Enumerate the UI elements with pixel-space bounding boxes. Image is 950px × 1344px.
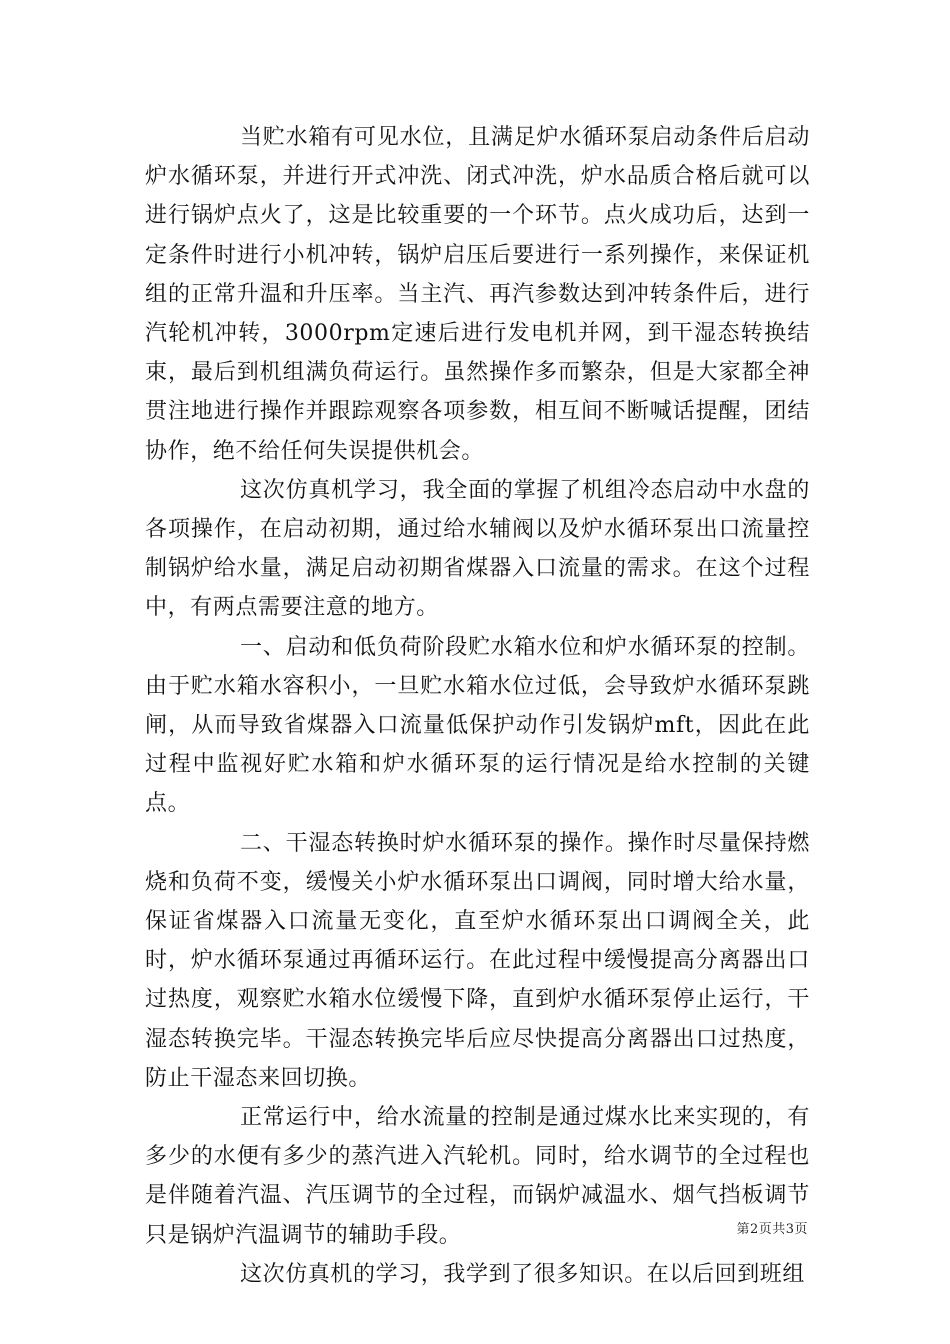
paragraph-2: 这次仿真机学习，我全面的掌握了机组冷态启动中水盘的各项操作，在启动初期，通过给水辅阀以及炉水循环泵出口流量控制锅炉给水量，满足启动初期省煤器入口流量的需求。在这个过程中，有两点需要注意的地方。: [145, 477, 810, 621]
document-body: [145, 118, 810, 1294]
paragraph-3: 一、启动和低负荷阶段贮水箱水位和炉水循环泵的控制。由于贮水箱水容积小，一旦贮水箱水位过低，会导致炉水循环泵跳闸，从而导致省煤器入口流量低保护动作引发锅炉mft，因此在此过程中监视好贮水箱和炉水循环泵的运行情况是给水控制的关键点。: [145, 634, 810, 817]
page-number-footer: 第2页共3页: [736, 1222, 808, 1237]
paragraph-6: 这次仿真机的学习，我学到了很多知识。在以后回到班组: [240, 1261, 806, 1287]
paragraph-1: 当贮水箱有可见水位，且满足炉水循环泵启动条件后启动炉水循环泵，并进行开式冲洗、闭式冲洗，炉水品质合格后就可以进行锅炉点火了，这是比较重要的一个环节。点火成功后，达到一定条件时进行小机冲转，锅炉启压后要进行一系列操作，来保证机组的正常升温和升压率。当主汽、再汽参数达到冲转条件后，进行汽轮机冲转，3000rpm定速后进行发电机并网，到干湿态转换结束，最后到机组满负荷运行。虽然操作多而繁杂，但是大家都全神贯注地进行操作并跟踪观察各项参数，相互间不断喊话提醒，团结协作，绝不给任何失误提供机会。: [145, 125, 810, 464]
paragraph-4: 二、干湿态转换时炉水循环泵的操作。操作时尽量保持燃烧和负荷不变，缓慢关小炉水循环泵出口调阀，同时增大给水量，保证省煤器入口流量无变化，直至炉水循环泵出口调阀全关，此时，炉水循环泵通过再循环运行。在此过程中缓慢提高分离器出口过热度，观察贮水箱水位缓慢下降，直到炉水循环泵停止运行，干湿态转换完毕。干湿态转换完毕后应尽快提高分离器出口过热度，防止干湿态来回切换。: [145, 830, 810, 1091]
paragraph-5: 正常运行中，给水流量的控制是通过煤水比来实现的，有多少的水便有多少的蒸汽进入汽轮机。同时，给水调节的全过程也是伴随着汽温、汽压调节的全过程，而锅炉减温水、烟气挡板调节只是锅炉汽温调节的辅助手段。: [145, 1105, 810, 1248]
